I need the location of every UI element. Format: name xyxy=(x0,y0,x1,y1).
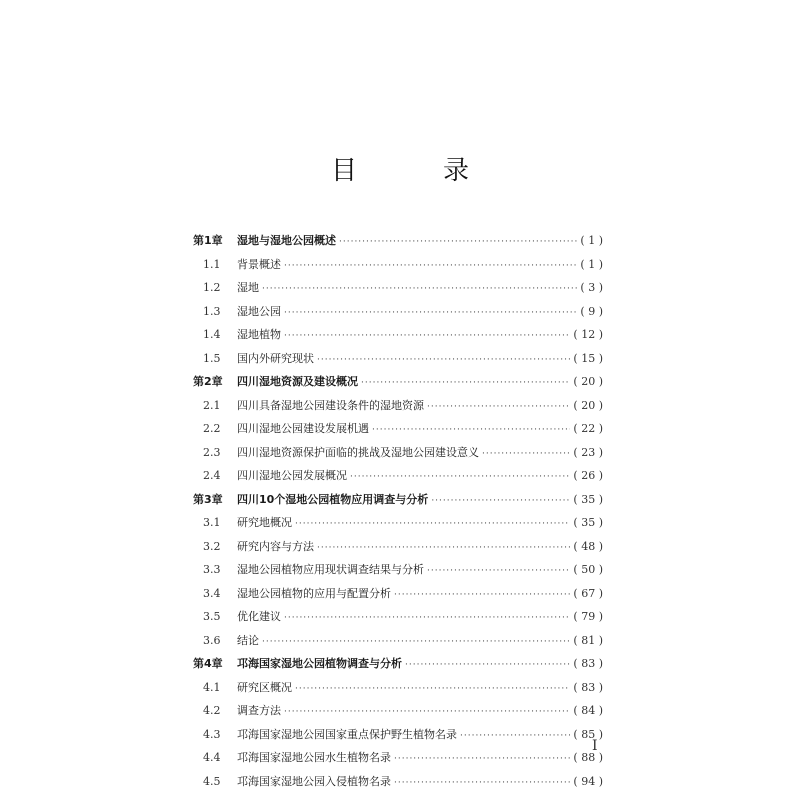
entry-page-number: ( 50 ) xyxy=(573,563,603,576)
entry-title: 邛海国家湿地公园植物调查与分析 xyxy=(237,657,402,670)
entry-number: 第3章 xyxy=(193,492,223,506)
entry-page-number: ( 22 ) xyxy=(573,422,603,435)
entry-title: 邛海国家湿地公园入侵植物名录 xyxy=(237,774,391,788)
dot-leader xyxy=(372,425,570,435)
toc-section-entry[interactable] xyxy=(193,585,603,609)
entry-number: 3.5 xyxy=(203,610,221,623)
entry-page-number: ( 67 ) xyxy=(573,586,603,600)
entry-title: 四川湿地资源及建设概况 xyxy=(237,375,358,388)
toc-section-entry[interactable] xyxy=(193,467,603,491)
dot-leader xyxy=(295,684,570,694)
entry-page-number: ( 83 ) xyxy=(573,657,603,670)
entry-number: 3.3 xyxy=(203,563,221,576)
entry-page-number: ( 35 ) xyxy=(573,492,603,506)
entry-title: 研究区概况 xyxy=(237,680,292,694)
dot-leader xyxy=(482,449,570,459)
toc-section-entry[interactable] xyxy=(193,561,603,585)
dot-leader xyxy=(317,355,570,365)
entry-page-number: ( 48 ) xyxy=(573,539,603,553)
entry-page-number: ( 20 ) xyxy=(573,375,603,388)
entry-title: 湿地 xyxy=(237,281,259,294)
toc-section-entry[interactable] xyxy=(193,538,603,562)
toc-chapter-entry[interactable] xyxy=(193,232,603,256)
entry-number: 1.2 xyxy=(203,281,221,294)
entry-page-number: ( 20 ) xyxy=(573,398,603,412)
entry-title: 四川具备湿地公园建设条件的湿地资源 xyxy=(237,398,424,412)
entry-number: 4.2 xyxy=(203,704,221,717)
entry-page-number: ( 1 ) xyxy=(580,257,603,271)
entry-page-number: ( 83 ) xyxy=(573,680,603,694)
entry-number: 1.3 xyxy=(203,304,221,318)
entry-title: 四川湿地公园发展概况 xyxy=(237,469,347,482)
entry-number: 3.2 xyxy=(203,539,221,553)
toc-section-entry[interactable] xyxy=(193,326,603,350)
entry-page-number: ( 9 ) xyxy=(580,304,603,318)
entry-page-number: ( 3 ) xyxy=(580,281,603,294)
entry-title: 四川10个湿地公园植物应用调查与分析 xyxy=(237,492,429,506)
toc-chapter-entry[interactable] xyxy=(193,491,603,515)
entry-title: 研究地概况 xyxy=(237,516,292,529)
entry-page-number: ( 12 ) xyxy=(573,328,603,341)
dot-leader xyxy=(284,707,570,717)
entry-title: 湿地与湿地公园概述 xyxy=(237,234,336,247)
toc-section-entry[interactable] xyxy=(193,749,603,773)
dot-leader xyxy=(284,308,577,318)
toc-section-entry[interactable] xyxy=(193,444,603,468)
dot-leader xyxy=(350,472,570,482)
toc-section-entry[interactable] xyxy=(193,350,603,374)
toc-section-entry[interactable] xyxy=(193,514,603,538)
dot-leader xyxy=(394,778,570,788)
dot-leader xyxy=(317,543,570,553)
toc-section-entry[interactable] xyxy=(193,773,603,797)
entry-number: 4.3 xyxy=(203,727,221,741)
entry-page-number: ( 88 ) xyxy=(573,751,603,764)
entry-title: 邛海国家湿地公园国家重点保护野生植物名录 xyxy=(237,727,457,741)
entry-title: 四川湿地资源保护面临的挑战及湿地公园建设意义 xyxy=(237,445,479,459)
toc-section-entry[interactable] xyxy=(193,608,603,632)
dot-leader xyxy=(431,496,570,506)
entry-number: 2.4 xyxy=(203,469,221,482)
entry-page-number: ( 23 ) xyxy=(573,445,603,459)
dot-leader xyxy=(394,754,570,764)
toc-section-entry[interactable] xyxy=(193,726,603,750)
toc-section-entry[interactable] xyxy=(193,702,603,726)
entry-title: 四川湿地公园建设发展机遇 xyxy=(237,422,369,435)
entry-title: 湿地植物 xyxy=(237,328,281,341)
entry-title: 湿地公园 xyxy=(237,304,281,318)
toc-section-entry[interactable] xyxy=(193,679,603,703)
toc-section-entry[interactable] xyxy=(193,256,603,280)
entry-number: 3.4 xyxy=(203,586,221,600)
entry-number: 第1章 xyxy=(193,234,223,247)
entry-number: 1.1 xyxy=(203,257,221,271)
entry-number: 3.6 xyxy=(203,633,221,647)
entry-page-number: ( 81 ) xyxy=(573,633,603,647)
entry-page-number: ( 79 ) xyxy=(573,610,603,623)
entry-number: 4.5 xyxy=(203,774,221,788)
dot-leader xyxy=(284,613,570,623)
entry-page-number: ( 35 ) xyxy=(573,516,603,529)
toc-chapter-entry[interactable] xyxy=(193,373,603,397)
entry-page-number: ( 94 ) xyxy=(573,774,603,788)
entry-number: 4.4 xyxy=(203,751,221,764)
entry-number: 2.2 xyxy=(203,422,221,435)
entry-number: 1.5 xyxy=(203,351,221,365)
entry-page-number: ( 1 ) xyxy=(580,234,603,247)
toc-section-entry[interactable] xyxy=(193,632,603,656)
entry-title: 研究内容与方法 xyxy=(237,539,314,553)
toc-section-entry[interactable] xyxy=(193,420,603,444)
dot-leader xyxy=(405,660,570,670)
entry-page-number: ( 26 ) xyxy=(573,469,603,482)
entry-title: 背景概述 xyxy=(237,257,281,271)
entry-number: 第2章 xyxy=(193,375,223,388)
entry-page-number: ( 85 ) xyxy=(573,727,603,741)
entry-number: 3.1 xyxy=(203,516,221,529)
dot-leader xyxy=(427,402,570,412)
toc-section-entry[interactable] xyxy=(193,397,603,421)
entry-title: 湿地公园植物的应用与配置分析 xyxy=(237,586,391,600)
dot-leader xyxy=(394,590,570,600)
page-folio: I xyxy=(592,738,598,754)
entry-number: 1.4 xyxy=(203,328,221,341)
dot-leader xyxy=(460,731,570,741)
dot-leader xyxy=(361,378,570,388)
entry-number: 2.1 xyxy=(203,398,221,412)
dot-leader xyxy=(262,637,570,647)
entry-number: 2.3 xyxy=(203,445,221,459)
entry-title: 国内外研究现状 xyxy=(237,351,314,365)
dot-leader xyxy=(262,284,577,294)
dot-leader xyxy=(295,519,570,529)
entry-title: 优化建议 xyxy=(237,610,281,623)
table-of-contents xyxy=(193,232,603,796)
entry-title: 邛海国家湿地公园水生植物名录 xyxy=(237,751,391,764)
entry-title: 调查方法 xyxy=(237,704,281,717)
toc-section-entry[interactable] xyxy=(193,279,603,303)
entry-page-number: ( 15 ) xyxy=(573,351,603,365)
entry-title: 湿地公园植物应用现状调查结果与分析 xyxy=(237,563,424,576)
toc-chapter-entry[interactable] xyxy=(193,655,603,679)
page-title: 目 录 xyxy=(330,156,499,186)
entry-number: 第4章 xyxy=(193,657,223,670)
entry-page-number: ( 84 ) xyxy=(573,704,603,717)
entry-title: 结论 xyxy=(237,633,259,647)
entry-number: 4.1 xyxy=(203,680,221,694)
dot-leader xyxy=(427,566,570,576)
toc-section-entry[interactable] xyxy=(193,303,603,327)
dot-leader xyxy=(284,261,577,271)
dot-leader xyxy=(339,237,577,247)
dot-leader xyxy=(284,331,570,341)
